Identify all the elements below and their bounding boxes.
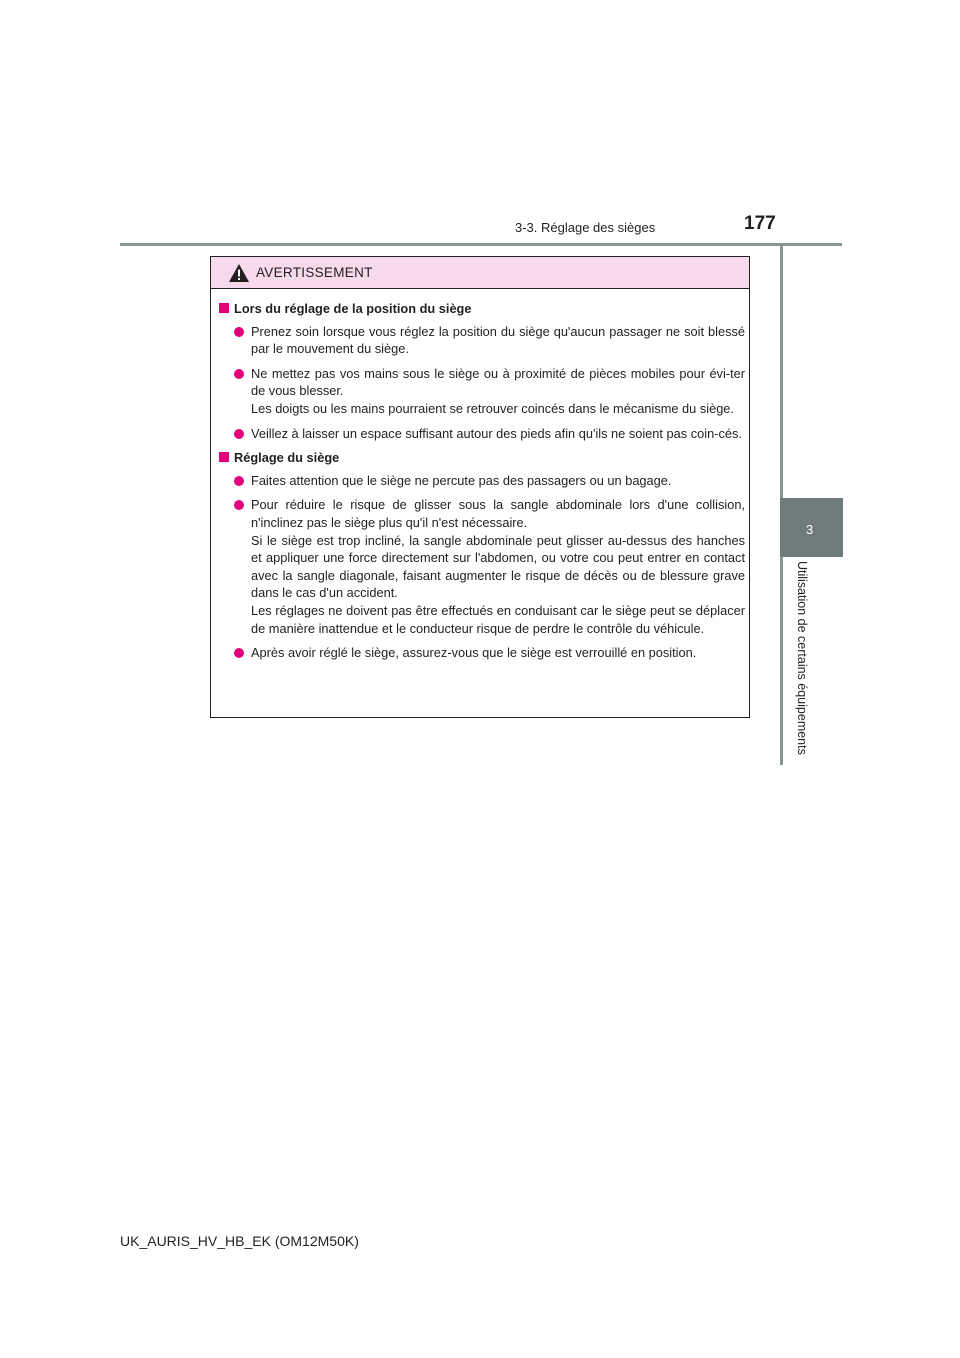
warning-item-text: Après avoir réglé le siège, assurez-vous que le siège est verrouillé en position.	[251, 645, 697, 661]
warning-item-text: Prenez soin lorsque vous réglez la position du siège qu'aucun passager ne soit blessé par le mouvement du siège.	[251, 323, 745, 357]
chapter-tab[interactable]	[780, 498, 843, 557]
warning-item-text: Pour réduire le risque de glisser sous la sangle abdominale lors d'une collision, n'inclinez pas le siège plus qu'il n'est nécessaire.	[251, 497, 745, 530]
section-title-text: Réglage du siège	[234, 450, 340, 466]
round-bullet-icon	[234, 476, 244, 486]
warning-item	[219, 365, 745, 418]
warning-item	[219, 496, 745, 637]
square-bullet-icon	[219, 452, 229, 462]
warning-item	[219, 425, 745, 443]
section-title-text: Lors du réglage de la position du siège	[234, 301, 472, 316]
warning-body	[219, 300, 745, 669]
document-code: UK_AURIS_HV_HB_EK (OM12M50K)	[120, 1233, 359, 1249]
warning-section-title	[219, 300, 745, 318]
warning-item-text: Faites attention que le siège ne percute pas des passagers ou un bagage.	[251, 472, 672, 488]
warning-item	[219, 644, 745, 662]
page-number: 177	[744, 213, 776, 234]
warning-item-text: Si le siège est trop incliné, la sangle abdominale peut glisser au-dessus des hanches et appliquer une force directement sur l'abdomen, ou votre cou peut entrer en contact avec la sangle diagonale, faisant augmenter le risque de décès ou de blessure grave dans le cas d'un accident.	[251, 532, 745, 601]
warning-item	[219, 472, 745, 490]
chapter-number: 3	[806, 522, 814, 537]
warning-triangle-icon	[228, 263, 250, 283]
round-bullet-icon	[234, 648, 244, 658]
warning-title: AVERTISSEMENT	[256, 265, 373, 280]
warning-box	[210, 256, 750, 718]
square-bullet-icon	[219, 303, 229, 313]
warning-item-text: Les doigts ou les mains pourraient se retrouver coincés dans le mécanisme du siège.	[251, 400, 734, 416]
warning-section-title	[219, 449, 745, 467]
warning-item-text: Les réglages ne doivent pas être effectués en conduisant car le siège peut se déplacer de manière inattendue et le conducteur risque de perdre le contrôle du véhicule.	[251, 602, 745, 636]
round-bullet-icon	[234, 369, 244, 379]
round-bullet-icon	[234, 327, 244, 337]
warning-item-text: Ne mettez pas vos mains sous le siège ou à proximité de pièces mobiles pour évi-ter de vous blesser.	[251, 365, 745, 399]
round-bullet-icon	[234, 500, 244, 510]
running-header-section: 3-3. Réglage des sièges	[515, 220, 656, 235]
warning-header	[211, 257, 749, 289]
chapter-sidebar	[780, 245, 843, 1125]
warning-item-text: Veillez à laisser un espace suffisant autour des pieds afin qu'ils ne soient pas coin-cés.	[251, 425, 742, 441]
chapter-title-label: Utilisation de certains équipements	[795, 561, 809, 755]
round-bullet-icon	[234, 429, 244, 439]
warning-item	[219, 323, 745, 358]
header-rule	[120, 243, 842, 246]
chapter-title	[793, 561, 823, 1021]
